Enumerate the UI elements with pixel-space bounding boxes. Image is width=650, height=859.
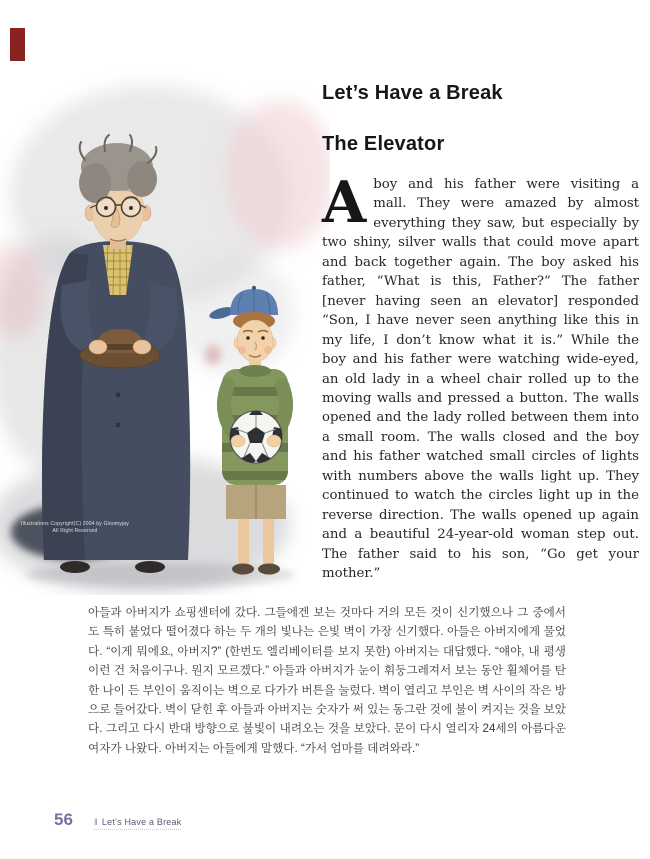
footer-separator-icon: ‖ (94, 817, 98, 827)
illustration-credit (16, 521, 134, 535)
story-paragraph-ko: 아들과 아버지가 쇼핑센터에 갔다. 그들에겐 보는 것마다 거의 모든 것이 신기했으나 그 중에서도 특히 붙었다 떨어졌다 하는 두 개의 빛나는 은빛 벽이 가장 신기했다. 아들은 아버지에게 물었다. “이게 뭐에요, 아버지?” (한번도 엘리베이터를 보지 못한) 아버지는 대답했다. “얘야, 내 평생 이런 건 처음이구나. 뭔지 모르겠다.” 아들과 아버지가 눈이 휘둥그레져서 보는 동안 휠체어를 탄 한 나이 든 부인이 움직이는 벽으로 다가가 버튼을 눌렀다. 벽이 열리고 부인은 벽 사이의 작은 방으로 들어갔다. 벽이 닫힌 후 아들과 아버지는 숫자가 써 있는 동그란 것에 불이 켜지는 것을 보았다. 그리고 다시 반대 방향으로 불빛이 내려오는 것을 보았다. 문이 다시 열리자 24세의 아름다운 여자가 나왔다. 아버지는 아들에게 말했다. “가서 엄마를 데려와라.” (88, 606, 566, 755)
footer-chapter (94, 817, 181, 830)
story-illustration (0, 55, 330, 595)
illustration-canvas (0, 55, 330, 595)
credit-line-2: All Right Reserved (52, 528, 98, 534)
section-title: Let’s Have a Break (322, 82, 503, 104)
credit-line-1: Illustrations Copyright(C) 2004 by Gloomyjay (20, 521, 129, 527)
story-paragraph-en (322, 169, 639, 584)
story-body-text: boy and his father were visiting a mall. They were amazed by almost everything they saw, but especially by two shiny, silver walls that could move apart and back together again. The boy asked his father, “What is this, Father?” The father [never having seen an elevator] responded “Son, I have never seen anything like this in my life, I don’t know what it is.” While the boy and his father were watching wide-eyed, an old lady in a wheel chair rolled up to the moving walls and pressed a button. The walls opened and the lady rolled between them into a small room. The walls closed and the boy and his father watched small circles of lights with numbers above the walls light up. They continued to watch the circles light up in the reverse direction. The walls opened up again and a beautiful 24-year-old woman step out. The father said to his son, “Go get your mother.” (322, 177, 639, 582)
story-title: The Elevator (322, 133, 445, 155)
drop-cap: A (322, 169, 367, 236)
page-number: 56 (54, 810, 73, 829)
footer-chapter-label: Let’s Have a Break (101, 817, 182, 827)
